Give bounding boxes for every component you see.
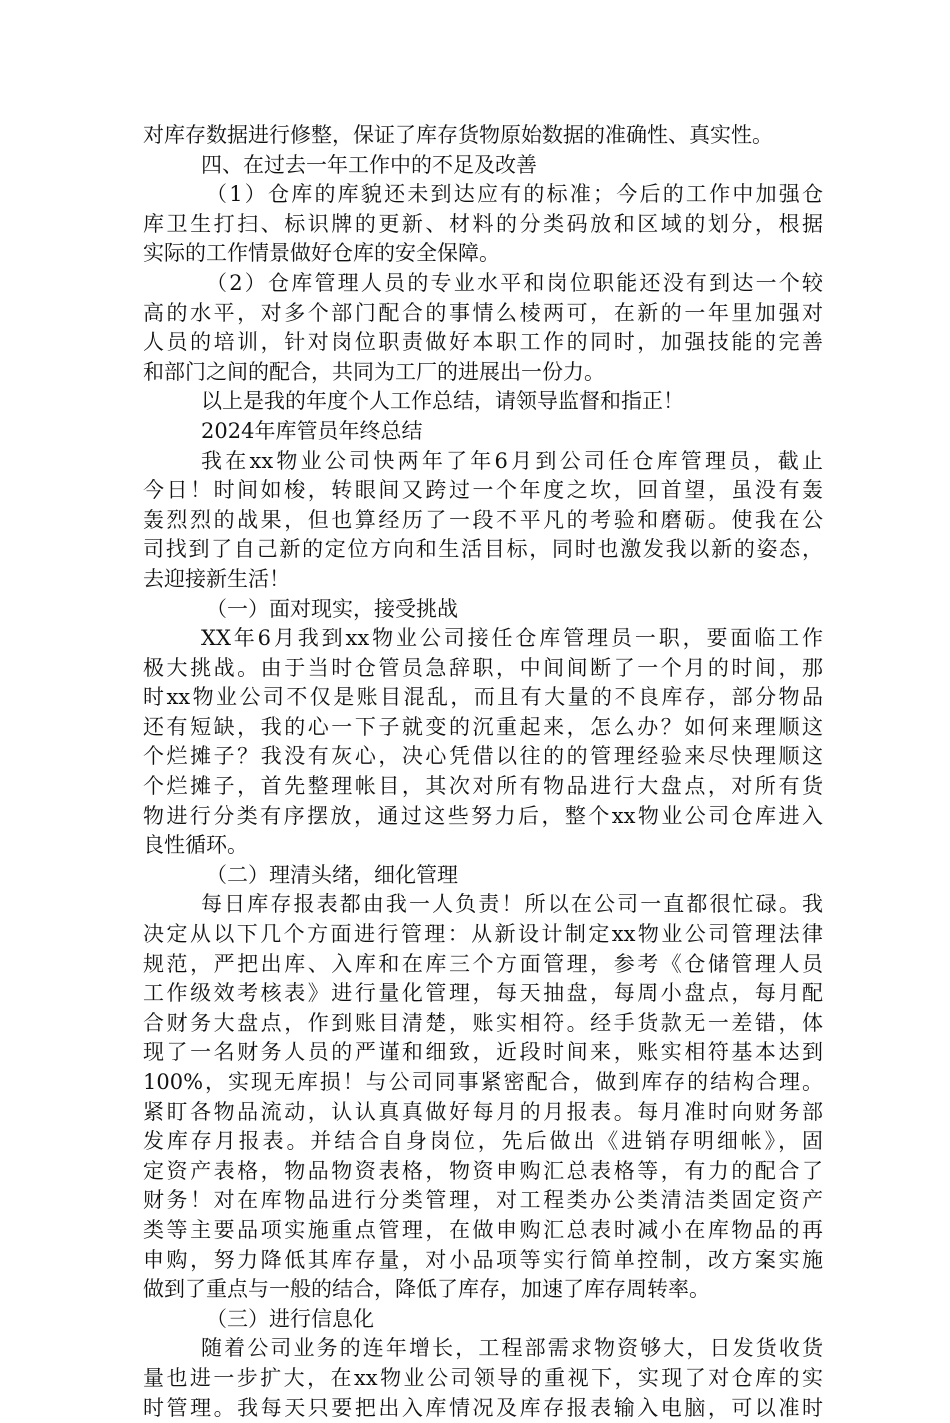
text-line: 决定从以下几个方面进行管理：从新设计制定xx物业公司管理法律 <box>143 922 823 947</box>
text-line: 物进行分类有序摆放，通过这些努力后，整个xx物业公司仓库进入 <box>143 803 823 828</box>
text-line: 我在xx物业公司快两年了年6月到公司任仓库管理员，截止 <box>201 448 823 473</box>
text-line: 申购，努力降低其库存量，对小品项等实行简单控制，改方案实施 <box>143 1247 823 1272</box>
text-line: （一）面对现实，接受挑战 <box>206 596 458 621</box>
text-line: 个烂摊子？我没有灰心，决心凭借以往的的管理经验来尽快理顺这 <box>143 744 823 769</box>
text-line: 库卫生打扫、标识牌的更新、材料的分类码放和区域的划分，根据 <box>143 211 823 236</box>
text-line: 规范，严把出库、入库和在库三个方面管理，参考《仓储管理人员 <box>143 951 823 976</box>
text-line: 时xx物业公司不仅是账目混乱，而且有大量的不良库存，部分物品 <box>143 685 823 710</box>
text-line: 发库存月报表。并结合自身岗位，先后做出《进销存明细帐》，固 <box>143 1129 823 1154</box>
text-line: 还有短缺，我的心一下子就变的沉重起来，怎么办？如何来理顺这 <box>143 714 823 739</box>
text-line: （1）仓库的库貌还未到达应有的标准；今后的工作中加强仓 <box>206 182 823 207</box>
text-line: 高的水平，对多个部门配合的事情么棱两可，在新的一年里加强对 <box>143 300 823 325</box>
text-line: 100%，实现无库损！与公司同事紧密配合，做到库存的结构合理。 <box>143 1070 823 1094</box>
text-line: 个烂摊子，首先整理帐目，其次对所有物品进行大盘点，对所有货 <box>143 774 823 799</box>
text-line: 司找到了自己新的定位方向和生活目标，同时也激发我以新的姿态， <box>143 537 823 562</box>
text-line: 对库存数据进行修整，保证了库存货物原始数据的准确性、真实性。 <box>143 123 773 147</box>
text-line: 以上是我的年度个人工作总结，请领导监督和指正！ <box>201 389 684 414</box>
text-line: 时管理。我每天只要把出入库情况及库存报表输入电脑，可以准时 <box>143 1395 823 1420</box>
text-line: 工作级效考核表》进行量化管理，每天抽盘，每周小盘点，每月配 <box>143 981 823 1006</box>
text-line: 现了一名财务人员的严谨和细致，近段时间来，账实相符基本达到 <box>143 1040 823 1065</box>
text-line: 四、在过去一年工作中的不足及改善 <box>201 152 537 177</box>
text-line: 2024年库管员年终总结 <box>201 418 423 443</box>
text-line: 财务！对在库物品进行分类管理，对工程类办公类清洁类固定资产 <box>143 1188 823 1213</box>
text-line: 做到了重点与一般的结合，降低了库存，加速了库存周转率。 <box>143 1277 710 1302</box>
text-line: 实际的工作情景做好仓库的安全保障。 <box>143 241 500 266</box>
text-line: 类等主要品项实施重点管理，在做申购汇总表时减小在库物品的再 <box>143 1217 823 1242</box>
text-line: 和部门之间的配合，共同为工厂的进展出一份力。 <box>143 359 605 384</box>
text-line: （2）仓库管理人员的专业水平和岗位职能还没有到达一个较 <box>206 270 823 295</box>
text-line: XX年6月我到xx物业公司接任仓库管理员一职，要面临工作 <box>201 626 823 651</box>
text-line: 紧盯各物品流动，认认真真做好每月的月报表。每月准时向财务部 <box>143 1099 823 1124</box>
text-line: 随着公司业务的连年增长，工程部需求物资够大，日发货收货 <box>201 1336 823 1361</box>
text-line: 人员的培训，针对岗位职责做好本职工作的同时，加强技能的完善 <box>143 330 823 355</box>
text-line: 定资产表格，物品物资表格，物资申购汇总表格等，有力的配合了 <box>143 1158 823 1183</box>
text-line: 去迎接新生活！ <box>143 566 290 591</box>
text-line: 量也进一步扩大，在xx物业公司领导的重视下，实现了对仓库的实 <box>143 1365 823 1390</box>
text-line: 每日库存报表都由我一人负责！所以在公司一直都很忙碌。我 <box>201 892 823 917</box>
text-line: （二）理清头绪，细化管理 <box>206 862 458 887</box>
document-page <box>143 121 823 1423</box>
text-line: 良性循环。 <box>143 833 248 858</box>
text-line: 轰烈烈的战果，但也算经历了一段不平凡的考验和磨砺。使我在公 <box>143 507 823 532</box>
text-line: 合财务大盘点，作到账目清楚，账实相符。经手货款无一差错，体 <box>143 1010 823 1035</box>
text-line: （三）进行信息化 <box>206 1306 374 1331</box>
text-line: 极大挑战。由于当时仓管员急辞职，中间间断了一个月的时间，那 <box>143 655 823 680</box>
text-line: 今日！时间如梭，转眼间又跨过一个年度之坎，回首望，虽没有轰 <box>143 478 823 503</box>
